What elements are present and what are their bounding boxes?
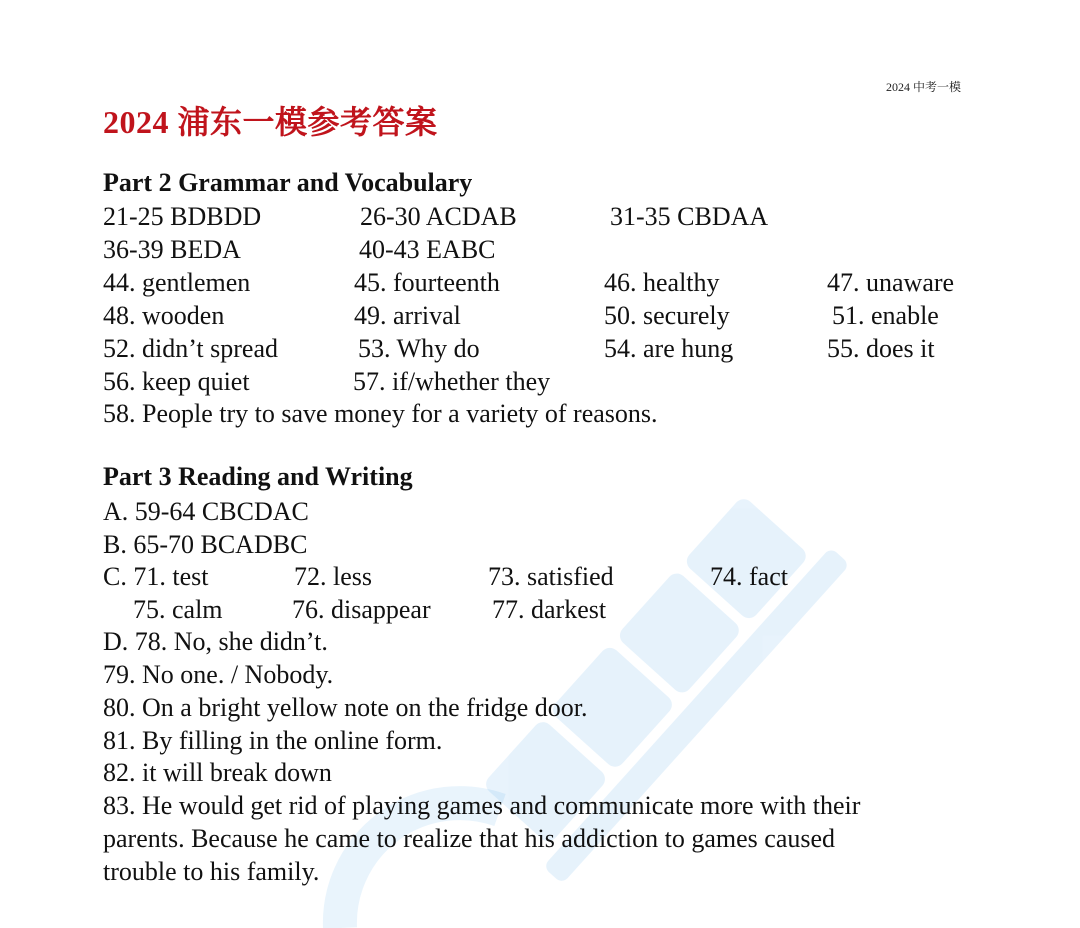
answer-cell: 21-25 BDBDD [103,202,262,231]
header-note: 2024 中考一模 [886,80,962,94]
part2-heading: Part 2 Grammar and Vocabulary [103,168,473,197]
answer-cell: 75. calm [133,595,223,624]
answer-78: D. 78. No, she didn’t. [103,627,328,656]
answer-83-line: parents. Because he came to realize that his addiction to games caused [103,824,836,853]
answer-cell: 36-39 BEDA [103,235,241,264]
answer-cell: 51. enable [832,301,939,330]
answer-83-line: 83. He would get rid of playing games and communicate more with their [103,791,861,820]
answer-82: 82. it will break down [103,758,332,787]
answer-80: 80. On a bright yellow note on the fridge door. [103,693,588,722]
answer-81: 81. By filling in the online form. [103,726,443,755]
part3-heading: Part 3 Reading and Writing [103,462,413,491]
answer-cell: 53. Why do [358,334,480,363]
answer-cell: 74. fact [710,562,788,591]
answer-cell: 72. less [294,562,372,591]
answer-cell: C. 71. test [103,562,209,591]
answer-cell: 40-43 EABC [359,235,496,264]
answer-cell: 77. darkest [492,595,607,624]
page-title: 2024 浦东一模参考答案 [103,104,438,140]
answer-cell: 54. are hung [604,334,734,363]
answer-cell: 76. disappear [292,595,431,624]
answer-83-line: trouble to his family. [103,857,320,886]
answer-cell: 44. gentlemen [103,268,251,297]
answer-a: A. 59-64 CBCDAC [103,497,309,526]
answer-cell: 47. unaware [827,268,955,297]
answer-cell: 50. securely [604,301,730,330]
answer-cell: 31-35 CBDAA [610,202,769,231]
answer-cell: 26-30 ACDAB [360,202,517,231]
answer-cell: 45. fourteenth [354,268,500,297]
answer-cell: 57. if/whether they [353,367,551,396]
answer-cell: 55. does it [827,334,935,363]
answer-cell: 48. wooden [103,301,225,330]
answer-cell: 46. healthy [604,268,720,297]
answer-cell: 56. keep quiet [103,367,250,396]
answer-cell: 73. satisfied [488,562,614,591]
answer-cell: 49. arrival [354,301,461,330]
answer-b: B. 65-70 BCADBC [103,530,308,559]
answer-cell: 52. didn’t spread [103,334,278,363]
answer-79: 79. No one. / Nobody. [103,660,334,689]
answer-58: 58. People try to save money for a variety of reasons. [103,399,658,428]
